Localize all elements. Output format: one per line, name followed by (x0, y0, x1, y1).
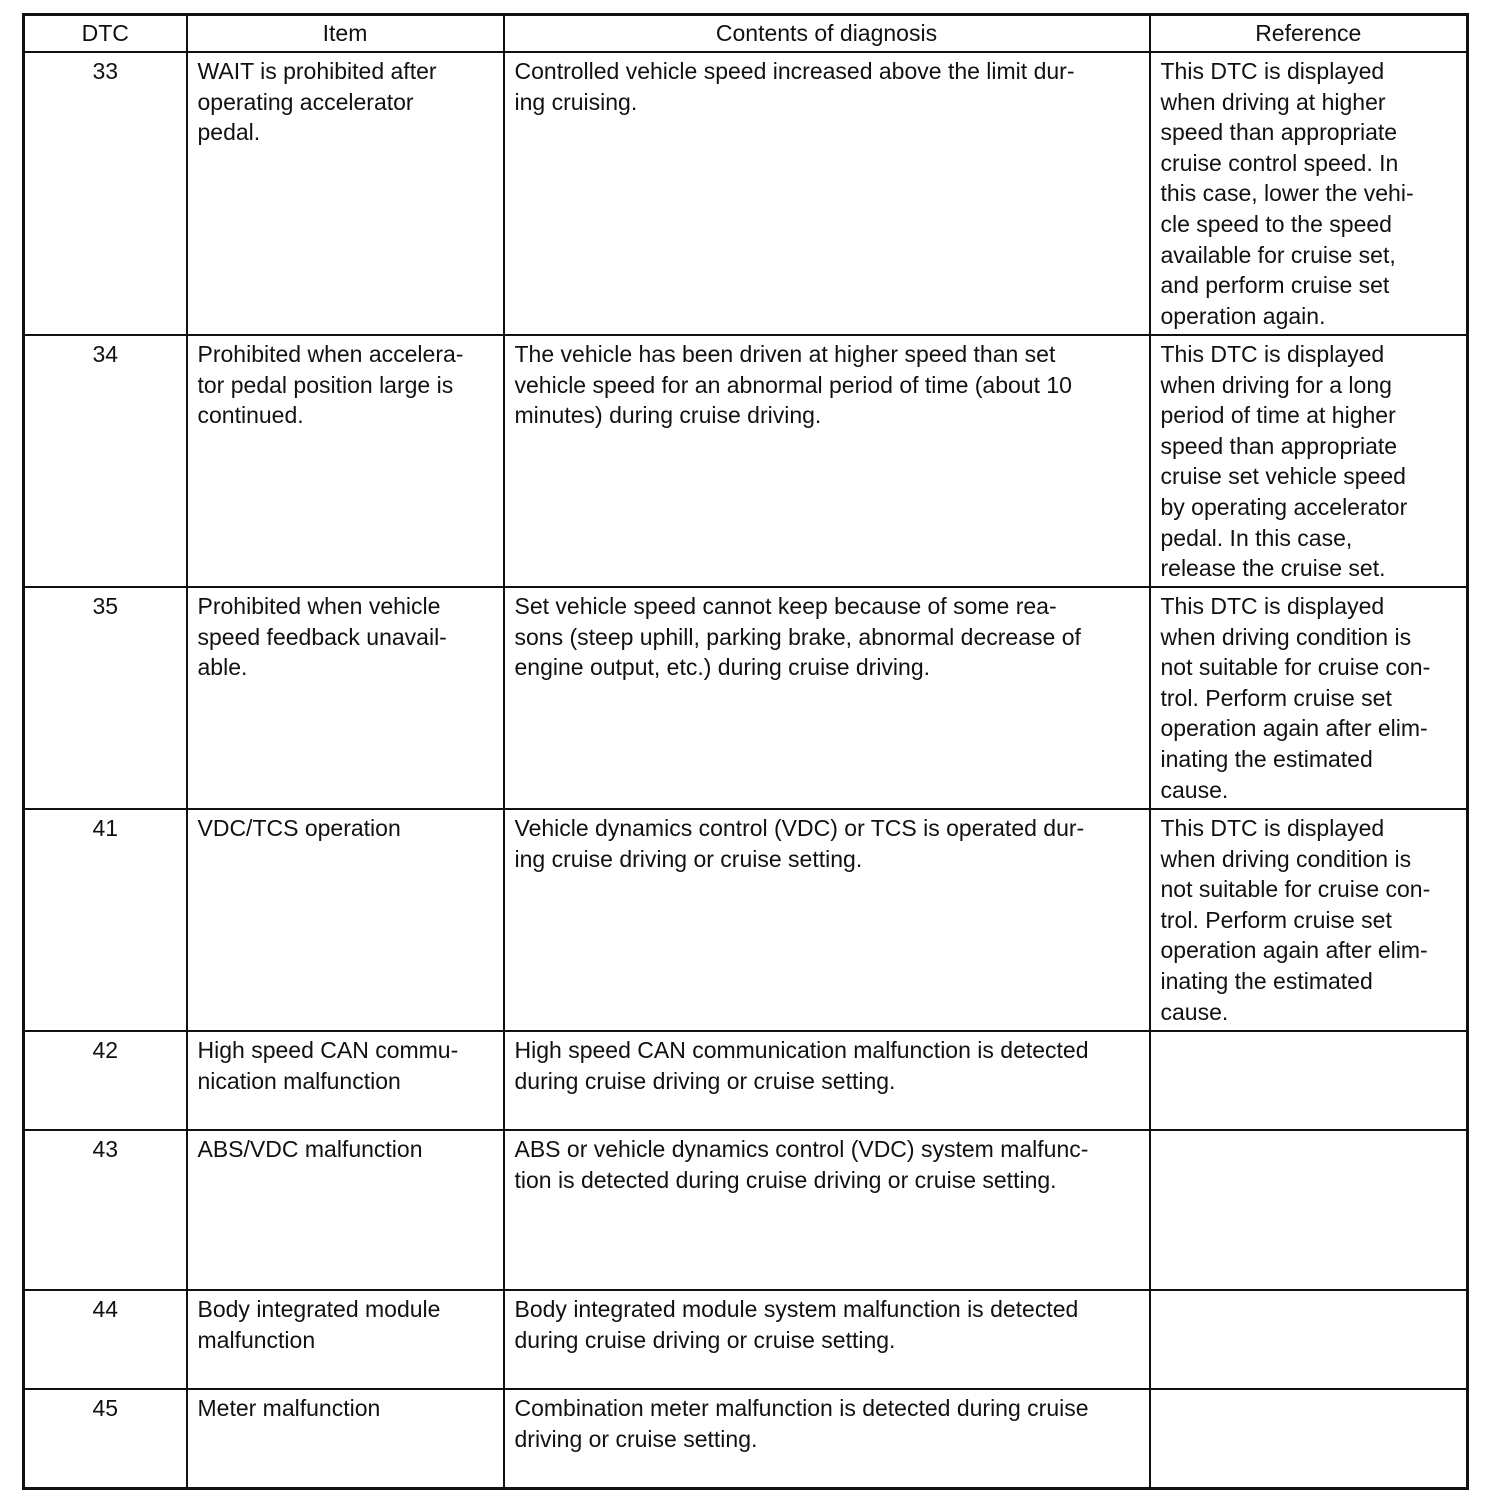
table-row (24, 1130, 1468, 1290)
contents-line: Body integrated module system malfunction is detected (514, 1296, 1079, 1322)
contents-line: driving or cruise setting. (514, 1425, 758, 1452)
table-header-row (24, 15, 1468, 53)
dtc-code: 45 (24, 1389, 187, 1489)
table-row (24, 809, 1468, 1031)
reference-line: This DTC is displayed (1160, 593, 1385, 619)
table-row (24, 52, 1468, 335)
contents-line: vehicle speed for an abnormal period of time (about 10 (514, 371, 1072, 398)
reference-line: operation again. (1160, 302, 1326, 329)
item-line: continued. (197, 402, 304, 429)
item-line: able. (197, 654, 248, 681)
contents-cell (504, 1389, 1150, 1489)
reference-line: inating the estimated (1160, 967, 1373, 994)
item-cell (187, 809, 504, 1031)
reference-line: inating the estimated (1160, 745, 1373, 772)
reference-line: cause. (1160, 998, 1229, 1025)
reference-cell (1150, 587, 1468, 809)
item-cell (187, 1389, 504, 1489)
contents-cell (504, 335, 1150, 587)
reference-line: when driving condition is (1160, 623, 1412, 650)
contents-line: ing cruising. (514, 88, 638, 115)
dtc-code: 35 (24, 587, 187, 809)
item-cell (187, 587, 504, 809)
reference-line: by operating accelerator (1160, 493, 1408, 520)
item-line: Prohibited when vehicle (197, 593, 441, 619)
contents-cell (504, 1290, 1150, 1389)
reference-line: when driving for a long (1160, 371, 1392, 398)
reference-line: operation again after elim- (1160, 937, 1428, 964)
header-reference: Reference (1150, 15, 1468, 53)
contents-line: The vehicle has been driven at higher speed than set (514, 341, 1056, 367)
item-line: Prohibited when accelera- (197, 341, 464, 367)
item-cell (187, 335, 504, 587)
reference-line: This DTC is displayed (1160, 58, 1385, 84)
reference-line: not suitable for cruise con- (1160, 654, 1431, 681)
item-line: Body integrated module (197, 1296, 441, 1322)
contents-cell (504, 52, 1150, 335)
item-line: speed feedback unavail- (197, 623, 447, 650)
reference-cell (1150, 335, 1468, 587)
item-cell (187, 1130, 504, 1290)
item-line: tor pedal position large is (197, 371, 454, 398)
reference-cell (1150, 809, 1468, 1031)
reference-line: operation again after elim- (1160, 715, 1428, 742)
contents-line: minutes) during cruise driving. (514, 402, 822, 429)
reference-line: cruise control speed. In (1160, 149, 1399, 176)
reference-cell (1150, 52, 1468, 335)
contents-line: High speed CAN communication malfunction is detected (514, 1037, 1089, 1063)
dtc-table (22, 13, 1469, 1490)
reference-line: cruise set vehicle speed (1160, 463, 1406, 490)
item-cell (187, 1290, 504, 1389)
contents-line: engine output, etc.) during cruise driving. (514, 654, 931, 681)
table-row (24, 335, 1468, 587)
reference-line: available for cruise set, (1160, 241, 1396, 268)
item-line: malfunction (197, 1326, 316, 1353)
reference-line: this case, lower the vehi- (1160, 180, 1414, 207)
reference-cell (1150, 1130, 1468, 1290)
item-line: Meter malfunction (197, 1395, 381, 1421)
contents-cell (504, 587, 1150, 809)
reference-line: speed than appropriate (1160, 119, 1398, 146)
contents-line: ing cruise driving or cruise setting. (514, 845, 863, 872)
dtc-code: 34 (24, 335, 187, 587)
contents-cell (504, 1130, 1150, 1290)
contents-line: tion is detected during cruise driving or cruise setting. (514, 1166, 1057, 1193)
reference-line: cause. (1160, 776, 1229, 803)
reference-cell (1150, 1031, 1468, 1130)
item-line: VDC/TCS operation (197, 815, 401, 841)
contents-line: Vehicle dynamics control (VDC) or TCS is operated dur- (514, 815, 1085, 841)
contents-line: Set vehicle speed cannot keep because of some rea- (514, 593, 1057, 619)
reference-line: speed than appropriate (1160, 432, 1398, 459)
item-line: operating accelerator (197, 88, 414, 115)
reference-line: not suitable for cruise con- (1160, 876, 1431, 903)
table-row (24, 1031, 1468, 1130)
reference-line: period of time at higher (1160, 402, 1396, 429)
table-row (24, 1389, 1468, 1489)
dtc-code: 41 (24, 809, 187, 1031)
contents-line: during cruise driving or cruise setting. (514, 1067, 896, 1094)
reference-cell (1150, 1389, 1468, 1489)
reference-line: This DTC is displayed (1160, 815, 1385, 841)
header-dtc: DTC (24, 15, 187, 53)
contents-line: Controlled vehicle speed increased above the limit dur- (514, 58, 1075, 84)
table-row (24, 587, 1468, 809)
dtc-code: 44 (24, 1290, 187, 1389)
contents-cell (504, 809, 1150, 1031)
reference-line: cle speed to the speed (1160, 210, 1392, 237)
dtc-code: 33 (24, 52, 187, 335)
reference-line: and perform cruise set (1160, 272, 1390, 299)
item-line: ABS/VDC malfunction (197, 1136, 423, 1162)
item-cell (187, 52, 504, 335)
contents-line: sons (steep uphill, parking brake, abnormal decrease of (514, 623, 1081, 650)
reference-line: when driving at higher (1160, 88, 1386, 115)
item-line: nication malfunction (197, 1067, 401, 1094)
item-line: High speed CAN commu- (197, 1037, 459, 1063)
item-line: WAIT is prohibited after (197, 58, 437, 84)
dtc-code: 43 (24, 1130, 187, 1290)
reference-line: release the cruise set. (1160, 555, 1386, 582)
item-line: pedal. (197, 119, 261, 146)
header-contents: Contents of diagnosis (504, 15, 1150, 53)
item-cell (187, 1031, 504, 1130)
contents-line: ABS or vehicle dynamics control (VDC) system malfunc- (514, 1136, 1089, 1162)
reference-line: This DTC is displayed (1160, 341, 1385, 367)
dtc-code: 42 (24, 1031, 187, 1130)
reference-cell (1150, 1290, 1468, 1389)
reference-line: trol. Perform cruise set (1160, 906, 1392, 933)
contents-line: Combination meter malfunction is detected during cruise (514, 1395, 1089, 1421)
contents-cell (504, 1031, 1150, 1130)
reference-line: pedal. In this case, (1160, 524, 1353, 551)
header-item: Item (187, 15, 504, 53)
table-row (24, 1290, 1468, 1389)
reference-line: when driving condition is (1160, 845, 1412, 872)
reference-line: trol. Perform cruise set (1160, 684, 1392, 711)
contents-line: during cruise driving or cruise setting. (514, 1326, 896, 1353)
